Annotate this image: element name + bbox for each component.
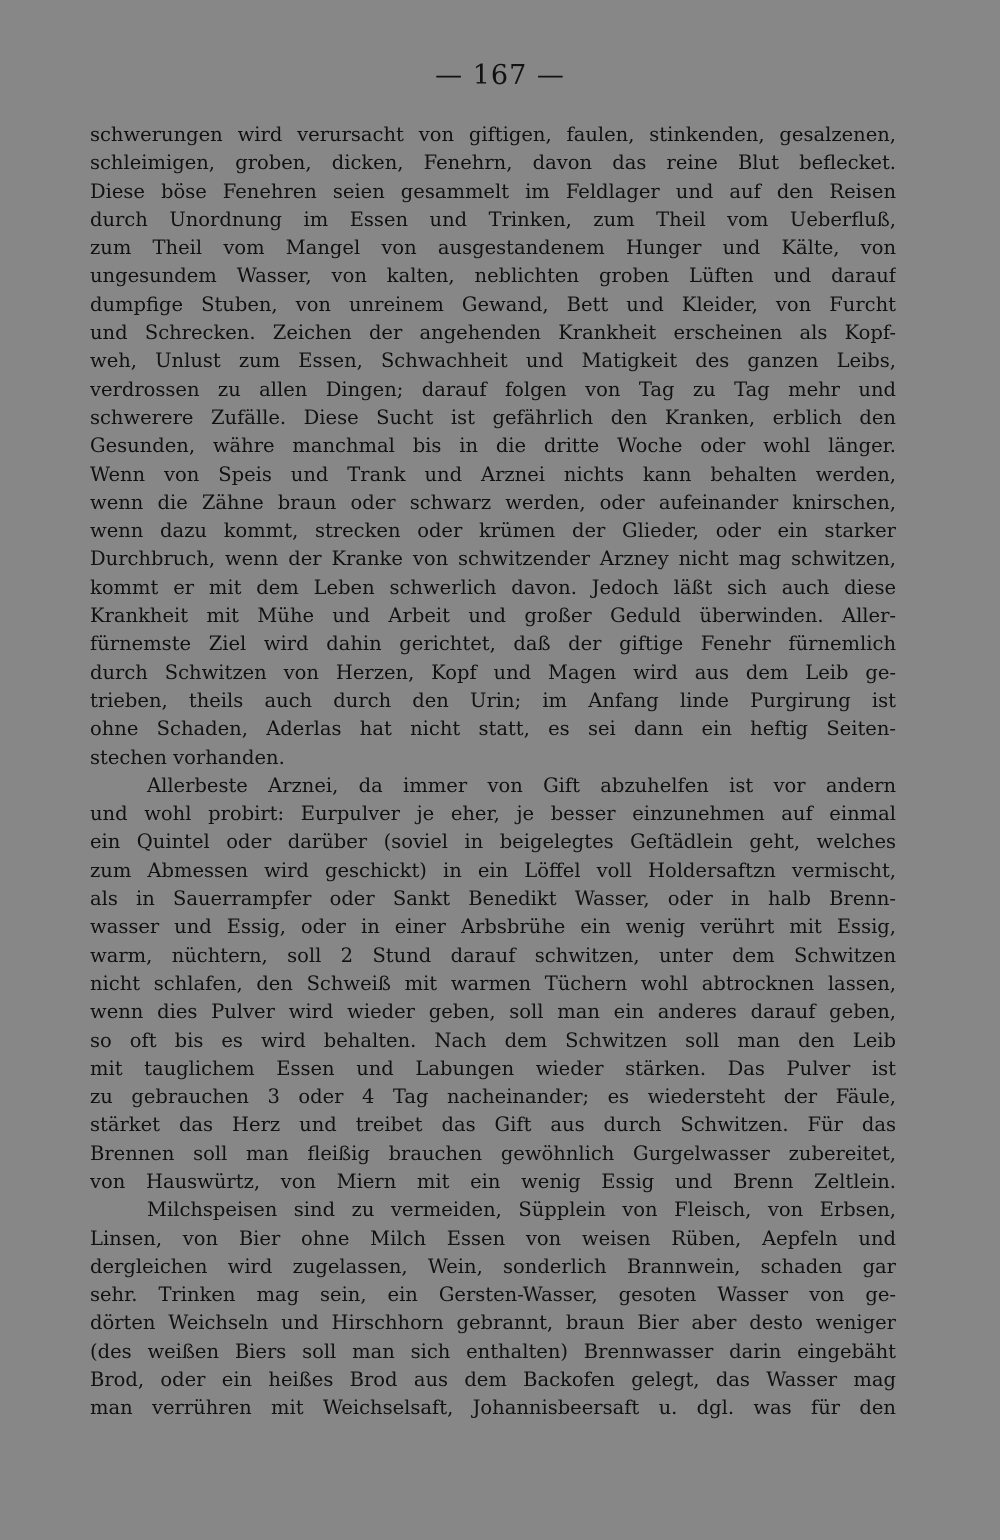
text-line: sehr. Trinken mag sein, ein Gersten-Wasser, gesoten Wasser von ge-: [90, 1283, 896, 1307]
text-line: Linsen, von Bier ohne Milch Essen von weisen Rüben, Aepfeln und: [90, 1226, 896, 1250]
text-line: Allerbeste Arznei, da immer von Gift abzuhelfen ist vor andern: [147, 773, 896, 797]
text-line: mit tauglichem Essen und Labungen wieder stärken. Das Pulver ist: [90, 1056, 896, 1080]
text-line: und wohl probirt: Eurpulver je eher, je besser einzunehmen auf einmal: [90, 802, 896, 826]
text-line: man verrühren mit Weichselsaft, Johannisbeersaft u. dgl. was für den: [90, 1396, 896, 1420]
text-line: schwerere Zufälle. Diese Sucht ist gefährlich den Kranken, erblich den: [90, 405, 896, 429]
text-line: wenn die Zähne braun oder schwarz werden, oder aufeinander knirschen,: [90, 490, 896, 514]
text-line: dumpfige Stuben, von unreinem Gewand, Bett und Kleider, von Furcht: [90, 292, 896, 316]
text-line: trieben, theils auch durch den Urin; im Anfang linde Purgirung ist: [90, 688, 896, 712]
text-line: Durchbruch, wenn der Kranke von schwitzender Arzney nicht mag schwitzen,: [90, 547, 896, 571]
text-line: dergleichen wird zugelassen, Wein, sonderlich Brannwein, schaden gar: [90, 1254, 896, 1278]
text-line: Brod, oder ein heißes Brod aus dem Backofen gelegt, das Wasser mag: [90, 1368, 896, 1392]
text-line: schwerungen wird verursacht von giftigen, faulen, stinkenden, gesalzenen,: [90, 123, 896, 146]
text-line: durch Schwitzen von Herzen, Kopf und Magen wird aus dem Leib ge-: [90, 660, 896, 684]
text-line: wenn dies Pulver wird wieder geben, soll man ein anderes darauf geben,: [90, 1000, 896, 1024]
text-line: kommt er mit dem Leben schwerlich davon. Jedoch läßt sich auch diese: [90, 575, 896, 599]
text-line: ein Quintel oder darüber (soviel in beigelegtes Geſtädlein geht, welches: [90, 830, 896, 854]
text-line: dörten Weichseln und Hirschhorn gebrannt, braun Bier aber desto weniger: [90, 1311, 896, 1335]
text-line: von Hauswürtz, von Miern mit ein wenig Essig und Brenn Zeltlein.: [90, 1169, 896, 1193]
text-line: wasser und Essig, oder in einer Arbsbrühe ein wenig verührt mit Essig,: [90, 915, 896, 939]
text-line: zum Theil vom Mangel von ausgestandenem Hunger und Kälte, von: [90, 236, 896, 260]
text-line: Diese böse Fenehren seien gesammelt im Feldlager und auf den Reisen: [90, 179, 896, 203]
page-number: — 167 —: [435, 60, 565, 91]
body-text: [90, 121, 896, 1423]
text-line: als in Sauerrampfer oder Sankt Benedikt Wasser, oder in halb Brenn-: [90, 887, 896, 911]
text-line: wenn dazu kommt, strecken oder krümen der Glieder, oder ein starker: [90, 519, 896, 543]
text-line: und Schrecken. Zeichen der angehenden Krankheit erscheinen als Kopf-: [90, 321, 896, 345]
text-line: Brennen soll man fleißig brauchen gewöhnlich Gurgelwasser zubereitet,: [90, 1141, 896, 1165]
text-line: zum Abmessen wird geschickt) in ein Löffel voll Holdersaftzn vermischt,: [90, 858, 896, 882]
text-line: Wenn von Speis und Trank und Arznei nichts kann behalten werden,: [90, 462, 896, 486]
text-line: (des weißen Biers soll man sich enthalten) Brennwasser darin eingebäht: [90, 1339, 896, 1363]
text-line: schleimigen, groben, dicken, Fenehrn, davon das reine Blut beflecket.: [90, 151, 896, 175]
text-line: zu gebrauchen 3 oder 4 Tag nacheinander; es wiedersteht der Fäule,: [90, 1085, 896, 1109]
text-line: so oft bis es wird behalten. Nach dem Schwitzen soll man den Leib: [90, 1028, 896, 1052]
text-line: ohne Schaden, Aderlas hat nicht statt, es sei dann ein heftig Seiten-: [90, 717, 896, 741]
text-line: Krankheit mit Mühe und Arbeit und großer Geduld überwinden. Aller-: [90, 604, 896, 628]
text-line: durch Unordnung im Essen und Trinken, zum Theil vom Ueberfluß,: [90, 207, 896, 231]
text-line: Milchspeisen sind zu vermeiden, Süpplein von Fleisch, von Erbsen,: [147, 1198, 896, 1222]
text-line: Gesunden, währe manchmal bis in die dritte Woche oder wohl länger.: [90, 434, 896, 458]
text-line: warm, nüchtern, soll 2 Stund darauf schwitzen, unter dem Schwitzen: [90, 943, 896, 967]
text-line: stärket das Herz und treibet das Gift aus durch Schwitzen. Für das: [90, 1113, 896, 1137]
text-line: ungesundem Wasser, von kalten, neblichten groben Lüften und darauf: [90, 264, 896, 288]
text-line: stechen vorhanden.: [90, 745, 285, 769]
text-line: nicht schlafen, den Schweiß mit warmen Tüchern wohl abtrocknen lassen,: [90, 971, 896, 995]
text-line: verdrossen zu allen Dingen; darauf folgen von Tag zu Tag mehr und: [90, 377, 896, 401]
text-line: fürnemste Ziel wird dahin gerichtet, daß der giftige Fenehr fürnemlich: [90, 632, 896, 656]
text-line: weh, Unlust zum Essen, Schwachheit und Matigkeit des ganzen Leibs,: [90, 349, 896, 373]
